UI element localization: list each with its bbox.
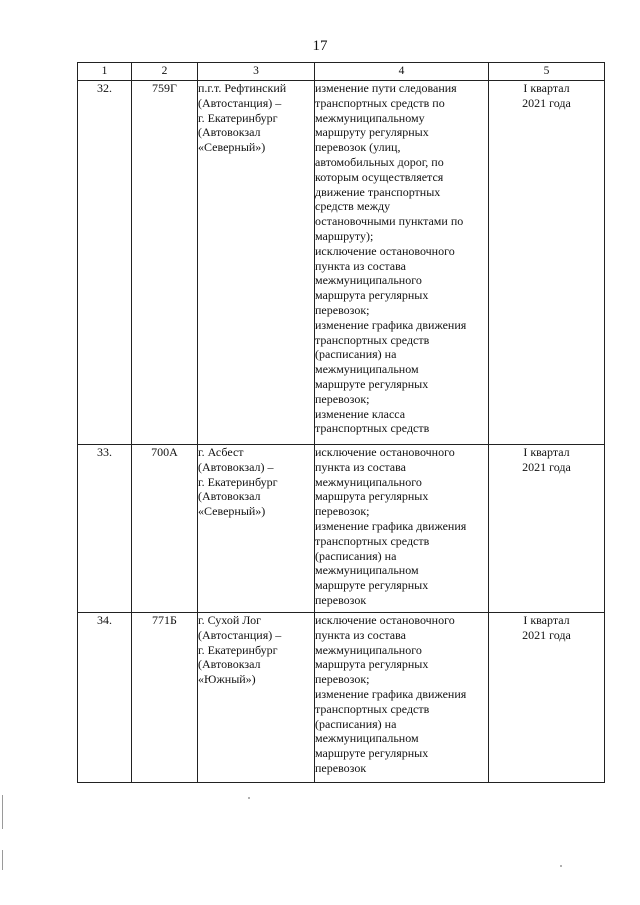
term-cell [489,81,605,445]
change-line: межмуниципальному [315,110,425,125]
term-line: I квартал [523,445,570,459]
change-line: маршруте регулярных [315,746,429,761]
route-name-line: (Автостанция) – [198,627,282,642]
change-line: исключение остановочного [315,445,455,459]
route-name-line: «Южный») [198,672,256,687]
change-line: движение транспортных [315,184,441,199]
scan-mark [2,795,3,829]
change-line: маршруте регулярных [315,578,429,593]
change-line: изменение графика движения [315,686,467,701]
change-line: изменение графика движения [315,317,467,332]
term-cell [489,613,605,783]
change-line: межмуниципального [315,273,422,288]
change-line: межмуниципальном [315,563,419,578]
change-line: маршрута регулярных [315,657,429,672]
change-line: перевозок; [315,391,370,406]
change-line: межмуниципального [315,642,422,657]
route-code-cell: 759Г [132,81,198,445]
change-line: транспортных средств [315,421,430,436]
change-line: маршруту); [315,228,374,243]
change-line: межмуниципальном [315,731,419,746]
term-line: I квартал [523,81,570,95]
change-line: транспортных средств по [315,95,445,110]
changes-cell [315,613,489,783]
change-line: автомобильных дорог, по [315,154,444,169]
term-cell [489,445,605,613]
row-number-cell: 33. [78,445,132,613]
routes-table [77,62,605,783]
change-line: перевозок [315,592,367,607]
route-name-line: (Автовокзал) – [198,459,274,474]
route-name-line: п.г.т. Рефтинский [198,81,287,95]
change-line: транспортных средств [315,701,430,716]
header-cell-2: 2 [132,63,198,81]
change-line: средств между [315,199,391,214]
route-name-line: (Автовокзал [198,657,261,672]
change-line: транспортных средств [315,533,430,548]
change-line: перевозок; [315,672,370,687]
route-name-line: «Северный») [198,504,266,519]
table-body [78,81,605,783]
route-name-line: г. Екатеринбург [198,642,278,657]
term-line: 2021 года [522,627,571,642]
changes-cell [315,81,489,445]
change-line: (расписания) на [315,347,397,362]
route-name-line: г. Екатеринбург [198,110,278,125]
page-number: 17 [312,38,328,54]
route-name-line: г. Сухой Лог [198,613,261,627]
term-line: 2021 года [522,95,571,110]
header-row [78,63,605,81]
change-line: маршрута регулярных [315,489,429,504]
change-line: исключение остановочного [315,613,455,627]
header-cell-4: 4 [315,63,489,81]
change-line: которым осуществляется [315,169,444,184]
scan-speck [248,797,250,799]
change-line: изменение класса [315,406,406,421]
change-line: перевозок; [315,302,370,317]
scan-speck [560,865,562,867]
changes-cell [315,445,489,613]
header-cell-5: 5 [489,63,605,81]
route-name-cell [198,81,315,445]
change-line: остановочными пунктами по [315,214,464,229]
table-row [78,445,605,613]
change-line: перевозок (улиц, [315,140,401,155]
route-name-line: (Автовокзал [198,489,261,504]
change-line: межмуниципальном [315,362,419,377]
change-line: перевозок; [315,504,370,519]
change-line: исключение остановочного [315,243,455,258]
route-code-cell: 771Б [132,613,198,783]
change-line: (расписания) на [315,716,397,731]
change-line: пункта из состава [315,459,406,474]
change-line: изменение графика движения [315,518,467,533]
change-line: маршруте регулярных [315,376,429,391]
route-name-cell [198,613,315,783]
row-number-cell: 32. [78,81,132,445]
table-row [78,81,605,445]
change-line: маршруту регулярных [315,125,429,140]
row-number-cell: 34. [78,613,132,783]
change-line: перевозок [315,760,367,775]
route-name-line: г. Асбест [198,445,244,459]
change-line: (расписания) на [315,548,397,563]
header-cell-1: 1 [78,63,132,81]
change-line: транспортных средств [315,332,430,347]
change-line: межмуниципального [315,474,422,489]
route-code-cell: 700А [132,445,198,613]
term-line: 2021 года [522,459,571,474]
route-name-line: г. Екатеринбург [198,474,278,489]
header-cell-3: 3 [198,63,315,81]
change-line: пункта из состава [315,627,406,642]
route-name-line: «Северный») [198,140,266,155]
route-name-line: (Автовокзал [198,125,261,140]
scan-mark [2,850,3,870]
route-name-line: (Автостанция) – [198,95,282,110]
change-line: пункта из состава [315,258,406,273]
route-name-cell [198,445,315,613]
table-row [78,613,605,783]
change-line: маршрута регулярных [315,288,429,303]
change-line: изменение пути следования [315,81,457,95]
term-line: I квартал [523,613,570,627]
